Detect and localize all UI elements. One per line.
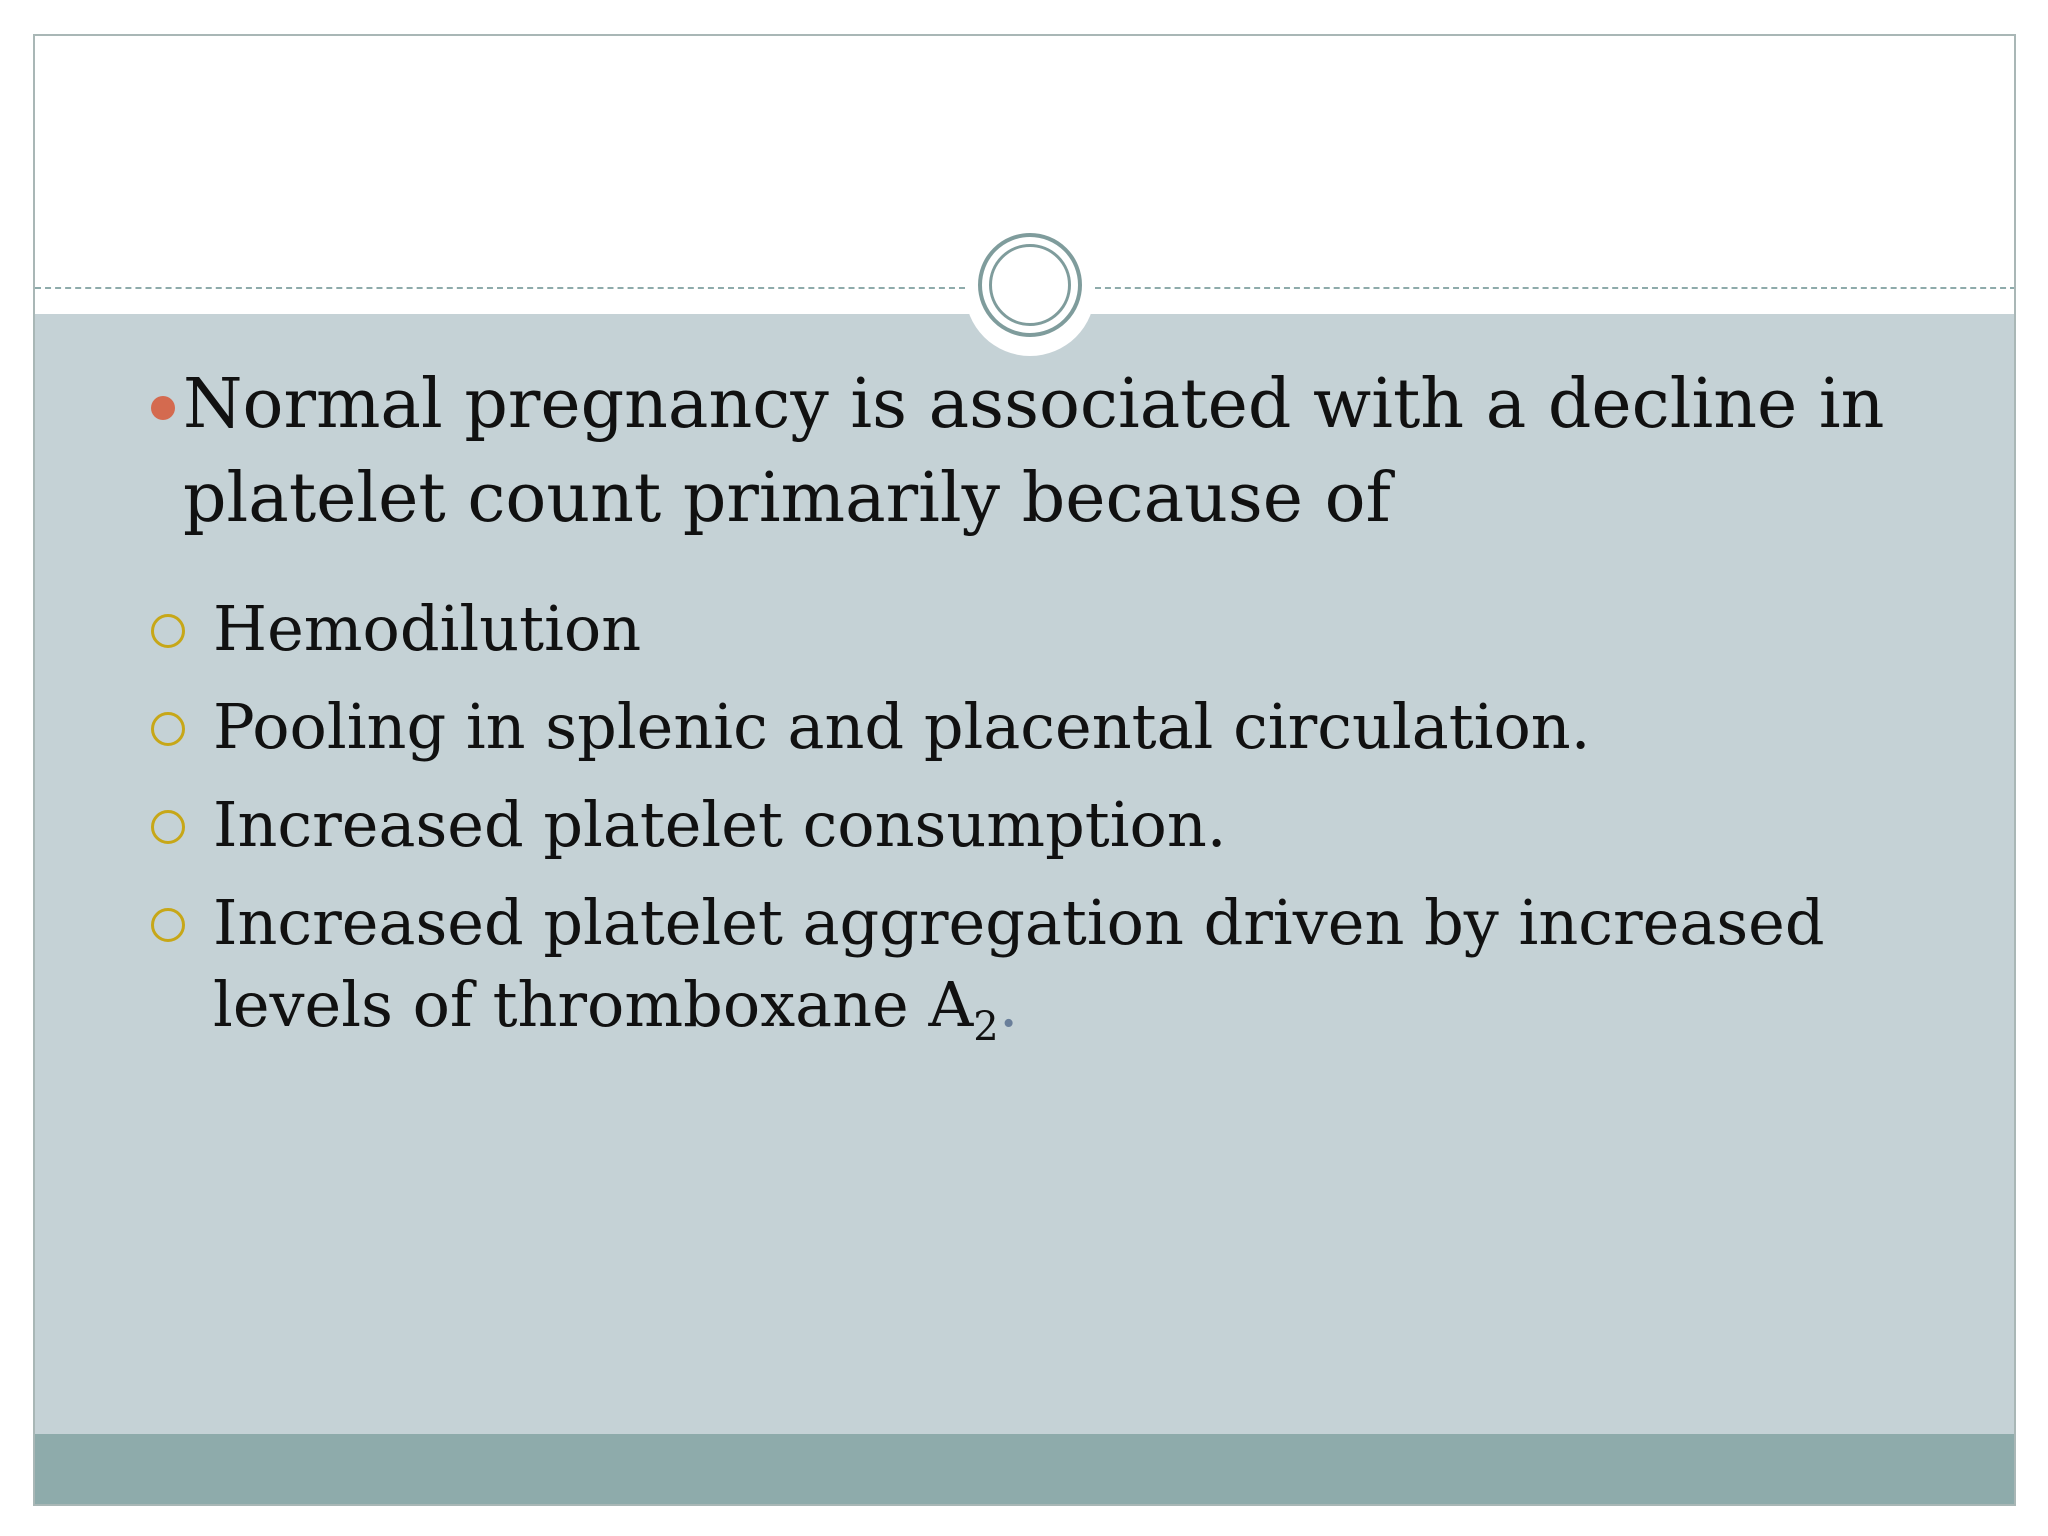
hollow-circle-bullet-icon — [151, 712, 185, 746]
reason-text: Increased platelet aggregation driven by increased levels of thromboxane A — [213, 886, 1825, 1041]
subscript-two: 2 — [973, 1004, 999, 1050]
slide — [33, 34, 2016, 1506]
hollow-circle-bullet-icon — [151, 810, 185, 844]
hollow-circle-bullet-icon — [151, 908, 185, 942]
list-item — [151, 784, 1971, 866]
list-item — [151, 686, 1971, 768]
list-item — [151, 588, 1971, 670]
reason-text: Pooling in splenic and placental circulation. — [213, 690, 1591, 763]
filled-circle-bullet-icon — [151, 396, 175, 420]
ending-period: . — [998, 968, 1019, 1041]
reason-text: Increased platelet consumption. — [213, 788, 1227, 861]
hollow-circle-bullet-icon — [151, 614, 185, 648]
reason-text: Hemodilution — [213, 592, 642, 665]
slide-content — [35, 36, 2014, 1504]
main-bullet-text: Normal pregnancy is associated with a decline in platelet count primarily because of — [183, 365, 1885, 538]
reasons-list — [151, 588, 1971, 1070]
list-item — [151, 882, 1971, 1054]
